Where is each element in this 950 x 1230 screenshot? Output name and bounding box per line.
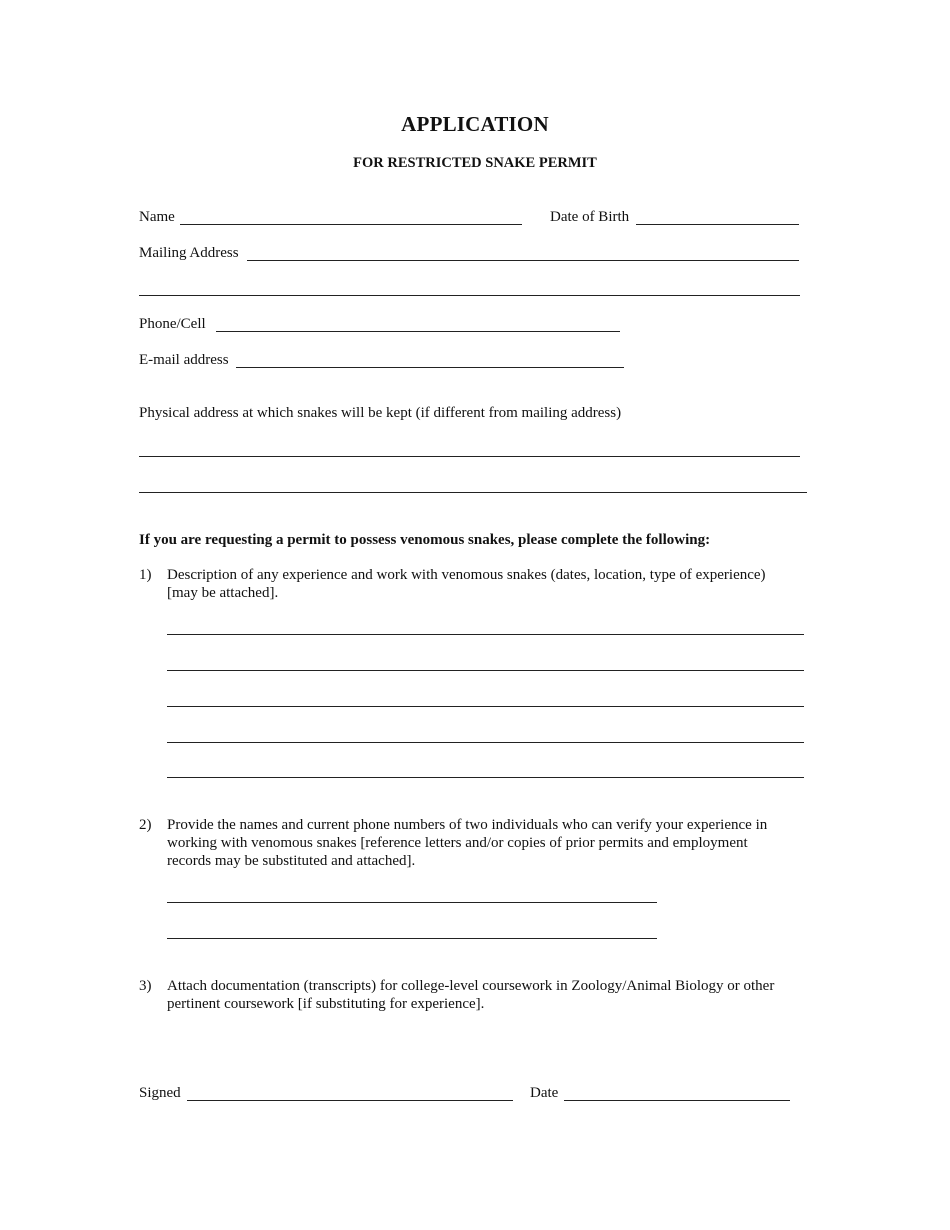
experience-field-line-2[interactable] [167, 670, 804, 671]
email-field-line[interactable] [236, 367, 624, 368]
phone-field-line[interactable] [216, 331, 620, 332]
reference-field-line-2[interactable] [167, 938, 657, 939]
item-3-text-line-2: pertinent coursework [if substituting for experience]. [167, 996, 485, 1012]
item-number: 2) [139, 817, 152, 833]
experience-field-line-4[interactable] [167, 742, 804, 743]
item-1-text-line-1: Description of any experience and work with venomous snakes (dates, location, type of experience) [167, 567, 766, 583]
venomous-section-heading: If you are requesting a permit to possess venomous snakes, please complete the following: [139, 532, 711, 548]
item-number: 3) [139, 978, 152, 994]
item-number: 1) [139, 567, 152, 583]
item-1-text-line-2: [may be attached]. [167, 585, 279, 601]
physical-address-label: Physical address at which snakes will be kept (if different from mailing address) [139, 405, 622, 421]
mailing-address-field-line[interactable] [247, 260, 799, 261]
dob-field-line[interactable] [636, 224, 799, 225]
physical-address-field-line-2[interactable] [139, 492, 807, 493]
item-2-text-line-1: Provide the names and current phone numbers of two individuals who can verify your experience in [167, 817, 768, 833]
mailing-address-label: Mailing Address [139, 245, 239, 261]
mailing-address-field-line-2[interactable] [139, 295, 800, 296]
name-label: Name [139, 209, 175, 225]
signed-label: Signed [139, 1085, 181, 1101]
reference-field-line-1[interactable] [167, 902, 657, 903]
phone-label: Phone/Cell [139, 316, 206, 332]
form-subtitle: FOR RESTRICTED SNAKE PERMIT [353, 155, 597, 171]
name-field-line[interactable] [180, 224, 522, 225]
form-title: APPLICATION [401, 112, 549, 136]
experience-field-line-3[interactable] [167, 706, 804, 707]
item-2-text-line-2: working with venomous snakes [reference letters and/or copies of prior permits and employment [167, 835, 748, 851]
physical-address-field-line-1[interactable] [139, 456, 800, 457]
dob-label: Date of Birth [550, 209, 630, 225]
date-field-line[interactable] [564, 1100, 790, 1101]
date-label: Date [530, 1085, 559, 1101]
item-2-text-line-3: records may be substituted and attached]. [167, 853, 416, 869]
experience-field-line-1[interactable] [167, 634, 804, 635]
signature-field-line[interactable] [187, 1100, 513, 1101]
experience-field-line-5[interactable] [167, 777, 804, 778]
item-3-text-line-1: Attach documentation (transcripts) for college-level coursework in Zoology/Animal Biology or other [167, 978, 775, 994]
email-label: E-mail address [139, 352, 229, 368]
